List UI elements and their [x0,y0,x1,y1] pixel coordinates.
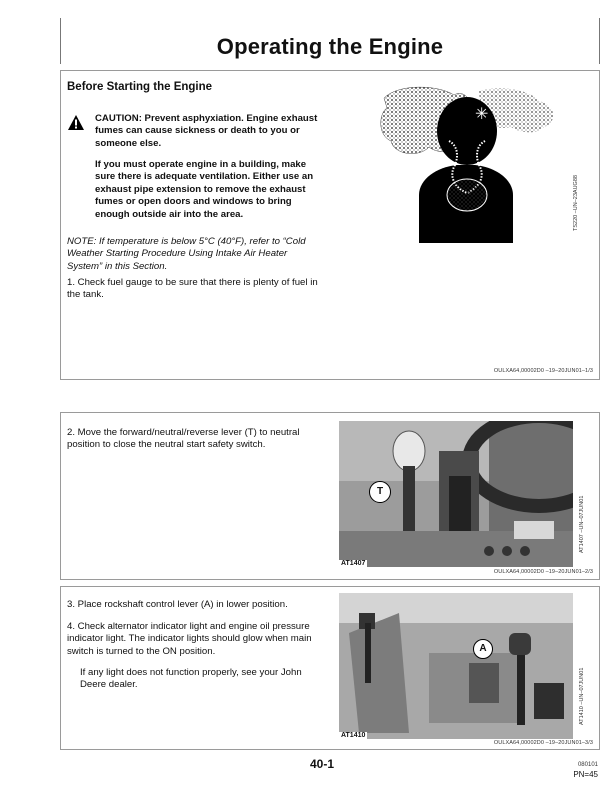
section-reference: OULXA64,00002D0 –19–20JUN01–3/3 [493,740,593,746]
section-neutral-lever [60,412,600,580]
page-title: Operating the Engine [216,34,444,59]
ventilation-text: If you must operate engine in a building, make sure there is adequate ventilation. Either use an exhaust pipe extension to remove the exhaust fumes or open doors and windows to bring enough outside air into the area. [95,159,314,220]
callout-a: A [473,639,493,659]
callout-t: T [369,481,391,503]
rockshaft-photo-drawing [339,593,573,739]
section-heading: Before Starting the Engine [67,81,213,93]
photo-id: AT1407 [341,560,366,567]
page-number: 40-1 [310,757,335,771]
note-text: NOTE: If temperature is below 5°C (40°F), refer to “Cold Weather Starting Procedure Using Intake Air Heater System” in this Section. [67,236,306,272]
section-before-starting [60,70,600,380]
step-4: 4. Check alternator indicator light and engine oil pressure indicator light. The indicator lights should glow when main switch is turned to the ON position. [67,621,312,657]
caution-text: CAUTION: Prevent asphyxiation. Engine exhaust fumes can cause sickness or death to you or someone else. [95,113,318,149]
step-4-note: If any light does not function properly, see your John Deere dealer. [80,667,302,691]
warning-icon [68,115,84,130]
step-2: 2. Move the forward/neutral/reverse lever (T) to neutral position to close the neutral start safety switch. [67,427,300,451]
illustration-reference: TS220 –UN–23AUG88 [573,175,579,231]
section-reference: OULXA64,00002D0 –19–20JUN01–1/3 [493,368,593,374]
photo-reference: AT1410 –UN–07JUN01 [579,667,585,725]
rockshaft-photo [339,593,573,739]
lever-photo [339,421,573,567]
step-1: 1. Check fuel gauge to be sure that there is plenty of fuel in the tank. [67,277,318,301]
step-3: 3. Place rockshaft control lever (A) in lower position. [67,599,288,610]
footer-pn: PN=45 [573,770,598,779]
footer-code: 080101 [577,762,598,768]
photo-reference: AT1407 –UN–07JUN01 [579,495,585,553]
asphyxiation-illustration [379,83,569,243]
section-reference: OULXA64,00002D0 –19–20JUN01–2/3 [493,569,593,575]
photo-id: AT1410 [341,732,366,739]
section-rockshaft [60,586,600,750]
svg-text:✳: ✳ [475,104,489,123]
